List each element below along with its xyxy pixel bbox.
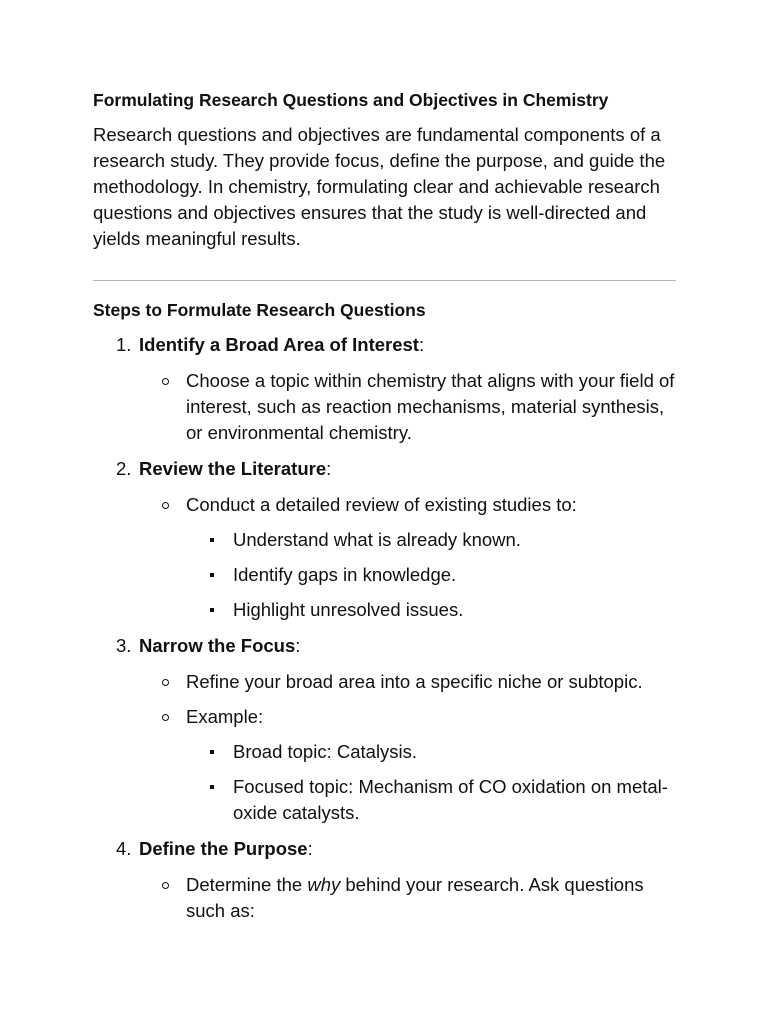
step-heading [93, 456, 676, 482]
text-segment: behind your research. Ask questions such as: [186, 874, 644, 921]
step-heading [93, 633, 676, 659]
square-bullet-icon [210, 785, 214, 789]
square-bullet-icon [210, 573, 214, 577]
nested-list-item [186, 562, 676, 588]
step-number: 2. [116, 458, 132, 479]
step-title-suffix: : [295, 635, 301, 656]
sub-list [93, 872, 676, 924]
nested-list-item-text: Understand what is already known. [233, 529, 521, 550]
step-item [93, 633, 676, 826]
square-bullet-icon [210, 750, 214, 754]
step-title-suffix: : [326, 458, 332, 479]
step-title-suffix: : [307, 838, 313, 859]
sub-list [93, 492, 676, 623]
sub-list-item-text: Conduct a detailed review of existing studies to: [186, 494, 577, 515]
nested-list-item [186, 527, 676, 553]
nested-list [186, 739, 676, 826]
step-title: Define the Purpose [139, 838, 308, 859]
emphasized-text: why [307, 874, 341, 895]
nested-list-item-text: Focused topic: Mechanism of CO oxidation on metal-oxide catalysts. [233, 776, 668, 823]
step-number: 3. [116, 635, 132, 656]
text-segment: Determine the [186, 874, 308, 895]
step-item [93, 332, 676, 446]
nested-list-item [186, 597, 676, 623]
nested-list-item-text: Highlight unresolved issues. [233, 599, 464, 620]
hollow-circle-bullet-icon [162, 882, 169, 889]
sub-list-item [93, 704, 676, 826]
square-bullet-icon [210, 608, 214, 612]
document-page [93, 87, 676, 934]
sub-list [93, 669, 676, 826]
sub-list-item-text: Choose a topic within chemistry that aligns with your field of interest, such as reaction mechanisms, material synthesis, or environmental chemistry. [186, 370, 675, 443]
horizontal-divider [93, 280, 676, 281]
sub-list-item [93, 492, 676, 623]
step-title: Identify a Broad Area of Interest [139, 334, 419, 355]
intro-paragraph: Research questions and objectives are fundamental components of a research study. They provide focus, define the purpose, and guide the methodology. In chemistry, formulating clear and achievable research questions and objectives ensures that the study is well-directed and yields meaningful results. [93, 124, 666, 249]
sub-list-item-text: Refine your broad area into a specific niche or subtopic. [186, 671, 643, 692]
step-item [93, 836, 676, 924]
step-heading [93, 836, 676, 862]
sub-list-item [93, 368, 676, 446]
step-title: Review the Literature [139, 458, 327, 479]
nested-list-item-text: Broad topic: Catalysis. [233, 741, 418, 762]
hollow-circle-bullet-icon [162, 378, 169, 385]
nested-list [186, 527, 676, 623]
sub-list-item-text [186, 872, 676, 924]
steps-list [93, 332, 676, 924]
hollow-circle-bullet-icon [162, 714, 169, 721]
square-bullet-icon [210, 538, 214, 542]
step-number: 4. [116, 838, 132, 859]
document-title: Formulating Research Questions and Objectives in Chemistry [93, 90, 609, 110]
step-title: Narrow the Focus [139, 635, 296, 656]
sub-list-item-text: Example: [186, 706, 264, 727]
step-item [93, 456, 676, 623]
step-heading [93, 332, 676, 358]
sub-list [93, 368, 676, 446]
sub-list-item [93, 872, 676, 924]
sub-list-item [93, 669, 676, 695]
hollow-circle-bullet-icon [162, 502, 169, 509]
nested-list-item-text: Identify gaps in knowledge. [233, 564, 457, 585]
step-title-suffix: : [418, 334, 425, 355]
hollow-circle-bullet-icon [162, 679, 169, 686]
step-number: 1. [116, 334, 132, 355]
nested-list-item [186, 739, 676, 765]
nested-list-item [186, 774, 676, 826]
section-heading: Steps to Formulate Research Questions [93, 300, 426, 320]
